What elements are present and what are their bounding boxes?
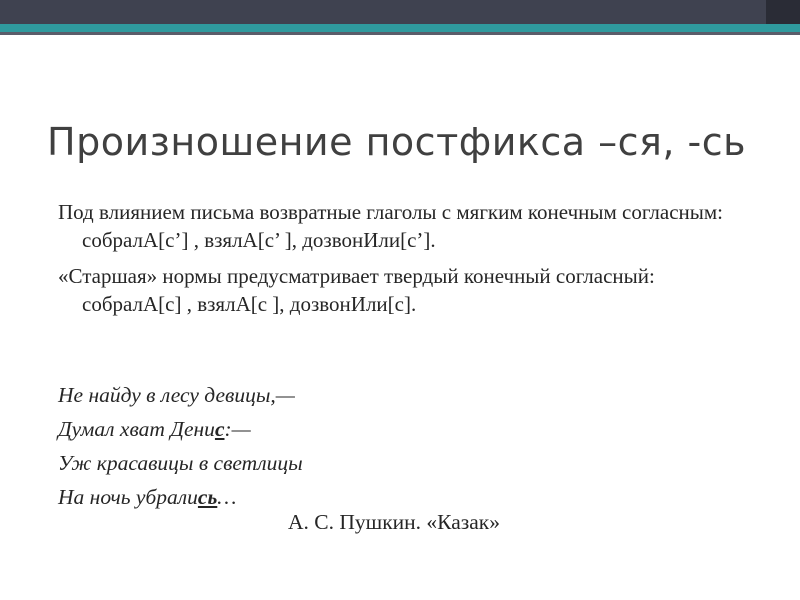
poem-line-4-tail: …: [217, 485, 237, 509]
poem-line-1: Не найду в лесу девицы,—: [58, 383, 295, 407]
poem-line-3: Уж красавицы в светлицы: [58, 451, 303, 475]
poem-line-2-text: Думал хват Дени: [58, 417, 215, 441]
paragraph-hard-consonant: «Старшая» нормы предусматривает твердый конечный согласный: собралА[с] , взялА[с ], дозвонИли[с].: [58, 264, 655, 316]
header-bottom-edge: [0, 32, 800, 35]
poem-attribution: А. С. Пушкин. «Казак»: [288, 510, 500, 534]
poem-line-2-tail: :—: [224, 417, 251, 441]
poem-line-2: [58, 412, 303, 446]
poem-line-2-accent: с: [214, 417, 225, 441]
slide-body: [58, 198, 758, 326]
poem-line-4-accent: сь: [197, 485, 218, 509]
header-accent-stripe: [0, 24, 800, 32]
poem-line-4-text: На ночь убрали: [58, 485, 198, 509]
poem-line-4: [58, 480, 303, 514]
header-bar: [0, 0, 800, 24]
poem-quote: [58, 378, 303, 514]
paragraph-soft-consonant: Под влиянием письма возвратные глаголы с мягким конечным согласным: собралА[с’] , взялА[с’ ], дозвонИли[с’].: [58, 200, 723, 252]
header-corner: [766, 0, 800, 24]
slide-title: Произношение постфикса –ся, -сь: [47, 120, 747, 164]
